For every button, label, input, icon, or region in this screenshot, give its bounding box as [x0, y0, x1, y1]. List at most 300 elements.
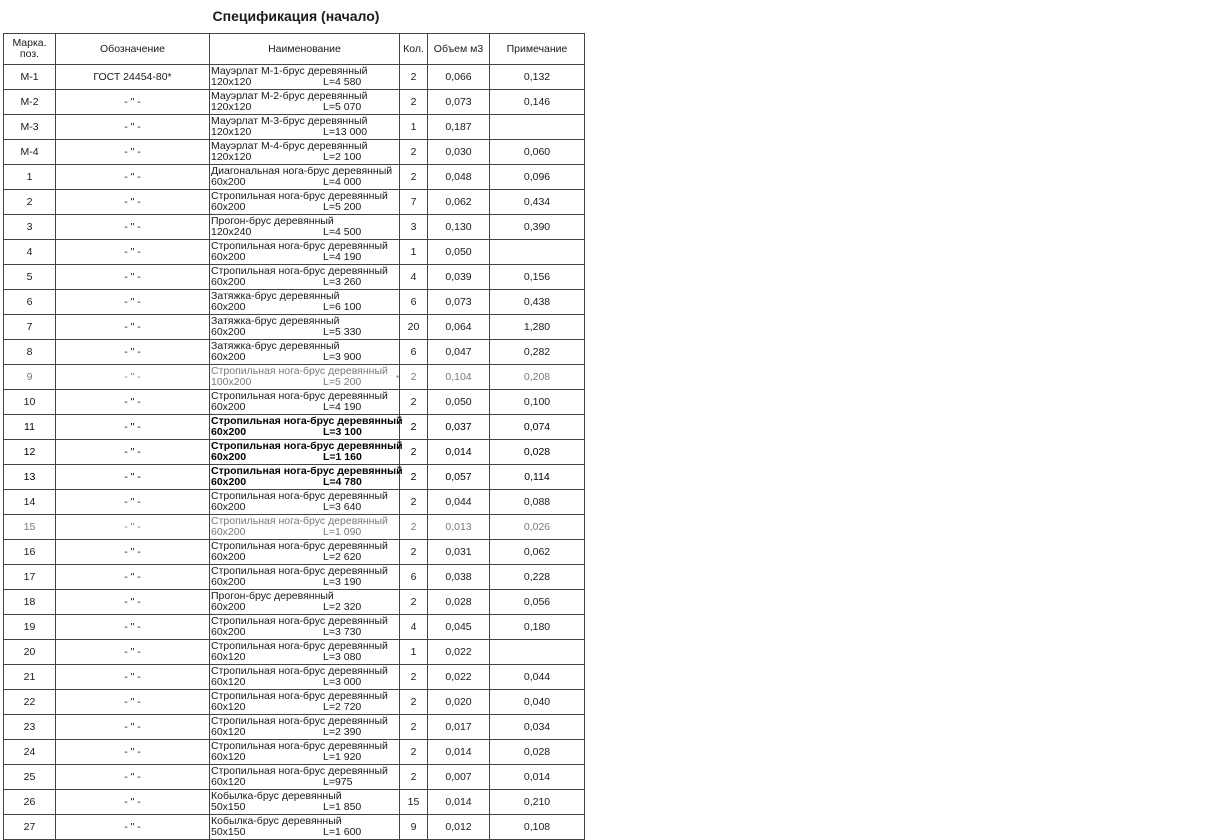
- cell-name: [210, 740, 400, 765]
- cell-mark: 8: [4, 340, 56, 365]
- item-size-line: [211, 127, 399, 138]
- item-size-line: [211, 502, 399, 513]
- table-row: [4, 615, 585, 640]
- item-section: 60x200: [211, 451, 247, 463]
- item-section: 60x200: [211, 426, 247, 438]
- item-length: L=1 920: [323, 751, 362, 763]
- cell-volume: 0,187: [428, 115, 490, 140]
- cell-volume: 0,037: [428, 415, 490, 440]
- cell-mark: 15: [4, 515, 56, 540]
- cell-qty: 6: [400, 290, 428, 315]
- item-size-line: [211, 452, 399, 463]
- cell-mark: 5: [4, 265, 56, 290]
- scan-mark: *: [396, 374, 400, 383]
- item-section: 120x240: [211, 226, 252, 238]
- item-name: Стропильная нога-брус деревянный: [211, 565, 388, 577]
- cell-volume: 0,022: [428, 640, 490, 665]
- cell-name: [210, 315, 400, 340]
- item-name: Затяжка-брус деревянный: [211, 315, 340, 327]
- cell-volume: 0,030: [428, 140, 490, 165]
- cell-designation: - " -: [56, 165, 210, 190]
- cell-note: 0,210: [490, 790, 585, 815]
- table-row: [4, 765, 585, 790]
- item-name: Кобылка-брус деревянный: [211, 790, 342, 802]
- cell-volume: 0,013: [428, 515, 490, 540]
- item-section: 120x120: [211, 126, 252, 138]
- item-section: 60x200: [211, 401, 246, 413]
- cell-mark: 6: [4, 290, 56, 315]
- cell-name: [210, 540, 400, 565]
- item-size-line: [211, 102, 399, 113]
- item-name: Стропильная нога-брус деревянный: [211, 515, 388, 527]
- cell-qty: 2: [400, 665, 428, 690]
- item-name: Кобылка-брус деревянный: [211, 815, 342, 827]
- item-section: 60x200: [211, 351, 246, 363]
- table-row: [4, 190, 585, 215]
- item-name: Стропильная нога-брус деревянный: [211, 415, 403, 427]
- cell-note: 0,026: [490, 515, 585, 540]
- cell-note: 0,438: [490, 290, 585, 315]
- item-section: 60x200: [211, 576, 246, 588]
- table-row: [4, 715, 585, 740]
- cell-volume: 0,050: [428, 240, 490, 265]
- cell-name: [210, 290, 400, 315]
- cell-mark: 25: [4, 765, 56, 790]
- item-section: 60x200: [211, 526, 246, 538]
- item-section: 60x200: [211, 626, 246, 638]
- cell-mark: 3: [4, 215, 56, 240]
- cell-volume: 0,012: [428, 815, 490, 840]
- cell-mark: 17: [4, 565, 56, 590]
- item-section: 60x120: [211, 676, 246, 688]
- cell-designation: - " -: [56, 390, 210, 415]
- cell-note: [490, 240, 585, 265]
- cell-designation: - " -: [56, 615, 210, 640]
- cell-name: [210, 815, 400, 840]
- cell-name: [210, 190, 400, 215]
- cell-name: [210, 240, 400, 265]
- cell-designation: - " -: [56, 90, 210, 115]
- cell-mark: 9: [4, 365, 56, 390]
- item-length: L=975: [323, 776, 353, 788]
- table-row: [4, 365, 585, 390]
- cell-qty: 6: [400, 565, 428, 590]
- cell-name: [210, 165, 400, 190]
- item-size-line: [211, 152, 399, 163]
- item-size-line: [211, 477, 399, 488]
- item-length: L=2 620: [323, 551, 362, 563]
- item-size-line: [211, 302, 399, 313]
- cell-mark: 13: [4, 465, 56, 490]
- cell-name: [210, 465, 403, 490]
- cell-designation: - " -: [56, 565, 210, 590]
- item-section: 50x150: [211, 801, 246, 813]
- cell-note: 0,028: [490, 440, 585, 465]
- cell-qty: 2: [400, 65, 428, 90]
- cell-note: 0,088: [490, 490, 585, 515]
- item-section: 100x200: [211, 376, 252, 388]
- header-designation: Обозначение: [56, 34, 210, 65]
- item-size-line: [211, 727, 399, 738]
- cell-volume: 0,073: [428, 90, 490, 115]
- table-row: [4, 390, 585, 415]
- table-row: [4, 815, 585, 840]
- cell-name: [210, 515, 400, 540]
- item-name: Стропильная нога-брус деревянный: [211, 690, 388, 702]
- cell-name: [210, 215, 400, 240]
- cell-name: [210, 140, 400, 165]
- table-row: [4, 315, 585, 340]
- table-row: [4, 465, 585, 490]
- cell-volume: 0,044: [428, 490, 490, 515]
- cell-qty: 3: [400, 215, 428, 240]
- item-section: 120x120: [211, 151, 252, 163]
- cell-mark: 24: [4, 740, 56, 765]
- item-section: 60x120: [211, 776, 246, 788]
- item-name: Стропильная нога-брус деревянный: [211, 365, 388, 377]
- item-size-line: [211, 77, 399, 88]
- cell-name: [210, 415, 403, 440]
- item-name: Стропильная нога-брус деревянный: [211, 615, 388, 627]
- cell-designation: ГОСТ 24454-80*: [56, 65, 210, 90]
- item-size-line: [211, 527, 399, 538]
- cell-qty: 2: [400, 165, 428, 190]
- cell-qty: 4: [400, 265, 428, 290]
- cell-designation: - " -: [56, 265, 210, 290]
- cell-name: [210, 590, 400, 615]
- cell-note: 0,434: [490, 190, 585, 215]
- cell-name: [210, 265, 400, 290]
- cell-name: [210, 90, 400, 115]
- cell-mark: 22: [4, 690, 56, 715]
- cell-mark: 7: [4, 315, 56, 340]
- cell-note: 0,108: [490, 815, 585, 840]
- cell-designation: - " -: [56, 690, 210, 715]
- cell-note: 1,280: [490, 315, 585, 340]
- item-section: 120x120: [211, 76, 252, 88]
- cell-qty: 2: [400, 365, 428, 390]
- cell-volume: 0,014: [428, 440, 490, 465]
- table-row: [4, 690, 585, 715]
- item-length: L=1 090: [323, 526, 362, 538]
- item-name: Стропильная нога-брус деревянный: [211, 765, 388, 777]
- cell-volume: 0,066: [428, 65, 490, 90]
- cell-mark: М-3: [4, 115, 56, 140]
- item-length: L=2 320: [323, 601, 362, 613]
- cell-designation: - " -: [56, 740, 210, 765]
- cell-note: 0,208: [490, 365, 585, 390]
- cell-qty: 20: [400, 315, 428, 340]
- cell-qty: 2: [400, 515, 428, 540]
- cell-designation: - " -: [56, 440, 210, 465]
- item-size-line: [211, 227, 399, 238]
- cell-note: 0,100: [490, 390, 585, 415]
- cell-note: 0,096: [490, 165, 585, 190]
- item-length: L=4 190: [323, 401, 362, 413]
- item-size-line: [211, 827, 399, 838]
- item-section: 60x200: [211, 326, 246, 338]
- header-qty: Кол.: [400, 34, 428, 65]
- cell-volume: 0,047: [428, 340, 490, 365]
- cell-volume: 0,104: [428, 365, 490, 390]
- cell-name: [210, 565, 400, 590]
- cell-volume: 0,130: [428, 215, 490, 240]
- cell-note: 0,062: [490, 540, 585, 565]
- cell-name: [210, 715, 400, 740]
- cell-qty: 2: [400, 490, 428, 515]
- cell-name: [210, 765, 400, 790]
- cell-volume: 0,039: [428, 265, 490, 290]
- item-section: 120x120: [211, 101, 252, 113]
- table-row: [4, 515, 585, 540]
- cell-designation: - " -: [56, 790, 210, 815]
- item-size-line: [211, 602, 399, 613]
- cell-designation: - " -: [56, 590, 210, 615]
- item-size-line: [211, 202, 399, 213]
- cell-mark: 1: [4, 165, 56, 190]
- item-name: Стропильная нога-брус деревянный: [211, 265, 388, 277]
- cell-volume: 0,007: [428, 765, 490, 790]
- item-length: L=4 000: [323, 176, 362, 188]
- item-name: Стропильная нога-брус деревянный: [211, 740, 388, 752]
- header-mark: Марка. поз.: [4, 34, 56, 65]
- table-row: [4, 415, 585, 440]
- header-note: Примечание: [490, 34, 585, 65]
- cell-note: 0,040: [490, 690, 585, 715]
- cell-volume: 0,038: [428, 565, 490, 590]
- cell-designation: - " -: [56, 515, 210, 540]
- item-length: L=4 500: [323, 226, 362, 238]
- cell-note: [490, 640, 585, 665]
- item-size-line: [211, 327, 399, 338]
- cell-qty: 2: [400, 390, 428, 415]
- table-row: [4, 115, 585, 140]
- cell-qty: 2: [400, 765, 428, 790]
- item-name: Стропильная нога-брус деревянный: [211, 390, 388, 402]
- cell-mark: 10: [4, 390, 56, 415]
- cell-note: 0,044: [490, 665, 585, 690]
- table-row: [4, 540, 585, 565]
- item-name: Стропильная нога-брус деревянный: [211, 240, 388, 252]
- cell-qty: 2: [400, 440, 428, 465]
- item-size-line: [211, 702, 399, 713]
- cell-qty: 2: [400, 740, 428, 765]
- item-section: 60x200: [211, 551, 246, 563]
- item-length: L=3 640: [323, 501, 362, 513]
- cell-mark: 11: [4, 415, 56, 440]
- table-row: [4, 440, 585, 465]
- item-name: Мауэрлат М-2-брус деревянный: [211, 90, 368, 102]
- cell-qty: 9: [400, 815, 428, 840]
- cell-name: [210, 340, 400, 365]
- cell-designation: - " -: [56, 215, 210, 240]
- cell-name: [210, 665, 400, 690]
- header-volume: Объем м3: [428, 34, 490, 65]
- specification-table-frame: [3, 33, 584, 838]
- item-size-line: [211, 427, 399, 438]
- cell-volume: 0,014: [428, 790, 490, 815]
- item-section: 60x120: [211, 751, 246, 763]
- cell-designation: - " -: [56, 190, 210, 215]
- item-length: L=3 080: [323, 651, 362, 663]
- item-size-line: [211, 777, 399, 788]
- cell-note: 0,228: [490, 565, 585, 590]
- cell-volume: 0,048: [428, 165, 490, 190]
- cell-mark: 23: [4, 715, 56, 740]
- item-section: 60x200: [211, 251, 246, 263]
- item-length: L=2 390: [323, 726, 362, 738]
- table-row: [4, 340, 585, 365]
- specification-table: [3, 33, 585, 840]
- cell-name: [210, 640, 400, 665]
- table-row: [4, 565, 585, 590]
- table-row: [4, 215, 585, 240]
- cell-qty: 2: [400, 415, 428, 440]
- cell-volume: 0,028: [428, 590, 490, 615]
- cell-mark: 18: [4, 590, 56, 615]
- item-length: L=1 850: [323, 801, 362, 813]
- item-name: Мауэрлат М-4-брус деревянный: [211, 140, 368, 152]
- table-row: [4, 640, 585, 665]
- table-row: [4, 140, 585, 165]
- cell-volume: 0,045: [428, 615, 490, 640]
- table-row: [4, 90, 585, 115]
- item-section: 60x200: [211, 201, 246, 213]
- cell-designation: - " -: [56, 240, 210, 265]
- cell-qty: 2: [400, 690, 428, 715]
- cell-designation: - " -: [56, 340, 210, 365]
- cell-volume: 0,062: [428, 190, 490, 215]
- item-size-line: [211, 402, 399, 413]
- item-section: 60x200: [211, 476, 247, 488]
- table-row: [4, 265, 585, 290]
- item-section: 60x200: [211, 501, 246, 513]
- table-row: [4, 790, 585, 815]
- cell-designation: - " -: [56, 290, 210, 315]
- cell-note: 0,074: [490, 415, 585, 440]
- table-header-row: [4, 34, 585, 65]
- cell-name: [210, 115, 400, 140]
- cell-qty: 2: [400, 590, 428, 615]
- cell-volume: 0,014: [428, 740, 490, 765]
- table-row: [4, 165, 585, 190]
- cell-designation: - " -: [56, 490, 210, 515]
- item-section: 60x200: [211, 301, 246, 313]
- item-size-line: [211, 752, 399, 763]
- cell-name: [210, 365, 400, 390]
- item-name: Стропильная нога-брус деревянный: [211, 665, 388, 677]
- cell-volume: 0,057: [428, 465, 490, 490]
- item-size-line: [211, 177, 399, 188]
- table-row: [4, 740, 585, 765]
- item-length: L=5 200: [323, 201, 362, 213]
- cell-qty: 4: [400, 615, 428, 640]
- table-row: [4, 65, 585, 90]
- cell-qty: 1: [400, 115, 428, 140]
- item-section: 60x120: [211, 651, 246, 663]
- cell-volume: 0,020: [428, 690, 490, 715]
- cell-designation: - " -: [56, 465, 210, 490]
- cell-note: 0,028: [490, 740, 585, 765]
- cell-mark: 27: [4, 815, 56, 840]
- cell-note: 0,282: [490, 340, 585, 365]
- item-size-line: [211, 802, 399, 813]
- table-row: [4, 665, 585, 690]
- cell-note: 0,156: [490, 265, 585, 290]
- cell-designation: - " -: [56, 540, 210, 565]
- item-name: Стропильная нога-брус деревянный: [211, 540, 388, 552]
- item-size-line: [211, 627, 399, 638]
- item-section: 60x120: [211, 701, 246, 713]
- cell-note: 0,114: [490, 465, 585, 490]
- cell-qty: 1: [400, 640, 428, 665]
- cell-note: 0,034: [490, 715, 585, 740]
- cell-volume: 0,073: [428, 290, 490, 315]
- cell-mark: 12: [4, 440, 56, 465]
- cell-volume: 0,017: [428, 715, 490, 740]
- cell-designation: - " -: [56, 815, 210, 840]
- item-length: L=5 200: [323, 376, 362, 388]
- cell-designation: - " -: [56, 665, 210, 690]
- item-length: L=3 100: [323, 426, 362, 438]
- item-size-line: [211, 677, 399, 688]
- cell-name: [210, 440, 403, 465]
- item-size-line: [211, 252, 399, 263]
- item-name: Мауэрлат М-3-брус деревянный: [211, 115, 368, 127]
- item-length: L=5 070: [323, 101, 362, 113]
- cell-qty: 2: [400, 90, 428, 115]
- item-name: Стропильная нога-брус деревянный: [211, 190, 388, 202]
- item-section: 60x200: [211, 176, 246, 188]
- item-length: L=3 900: [323, 351, 362, 363]
- item-name: Диагональная нога-брус деревянный: [211, 165, 393, 177]
- cell-mark: 16: [4, 540, 56, 565]
- cell-mark: 19: [4, 615, 56, 640]
- table-row: [4, 290, 585, 315]
- item-length: L=3 260: [323, 276, 362, 288]
- item-name: Прогон-брус деревянный: [211, 215, 334, 227]
- item-length: L=1 600: [323, 826, 362, 838]
- cell-designation: - " -: [56, 315, 210, 340]
- cell-qty: 2: [400, 140, 428, 165]
- cell-name: [210, 390, 400, 415]
- table-body: [4, 65, 585, 840]
- item-size-line: [211, 552, 399, 563]
- item-section: 50x150: [211, 826, 246, 838]
- cell-qty: 2: [400, 465, 428, 490]
- cell-qty: 1: [400, 240, 428, 265]
- cell-designation: - " -: [56, 140, 210, 165]
- cell-qty: 7: [400, 190, 428, 215]
- item-section: 60x200: [211, 276, 246, 288]
- item-length: L=4 190: [323, 251, 362, 263]
- cell-name: [210, 490, 400, 515]
- item-name: Стропильная нога-брус деревянный: [211, 465, 403, 477]
- item-length: L=5 330: [323, 326, 362, 338]
- item-size-line: [211, 352, 399, 363]
- cell-designation: - " -: [56, 715, 210, 740]
- cell-note: [490, 115, 585, 140]
- cell-volume: 0,022: [428, 665, 490, 690]
- table-row: [4, 590, 585, 615]
- cell-note: 0,146: [490, 90, 585, 115]
- cell-name: [210, 65, 400, 90]
- table-row: [4, 240, 585, 265]
- cell-mark: 4: [4, 240, 56, 265]
- item-name: Стропильная нога-брус деревянный: [211, 440, 403, 452]
- cell-note: 0,060: [490, 140, 585, 165]
- item-length: L=1 160: [323, 451, 362, 463]
